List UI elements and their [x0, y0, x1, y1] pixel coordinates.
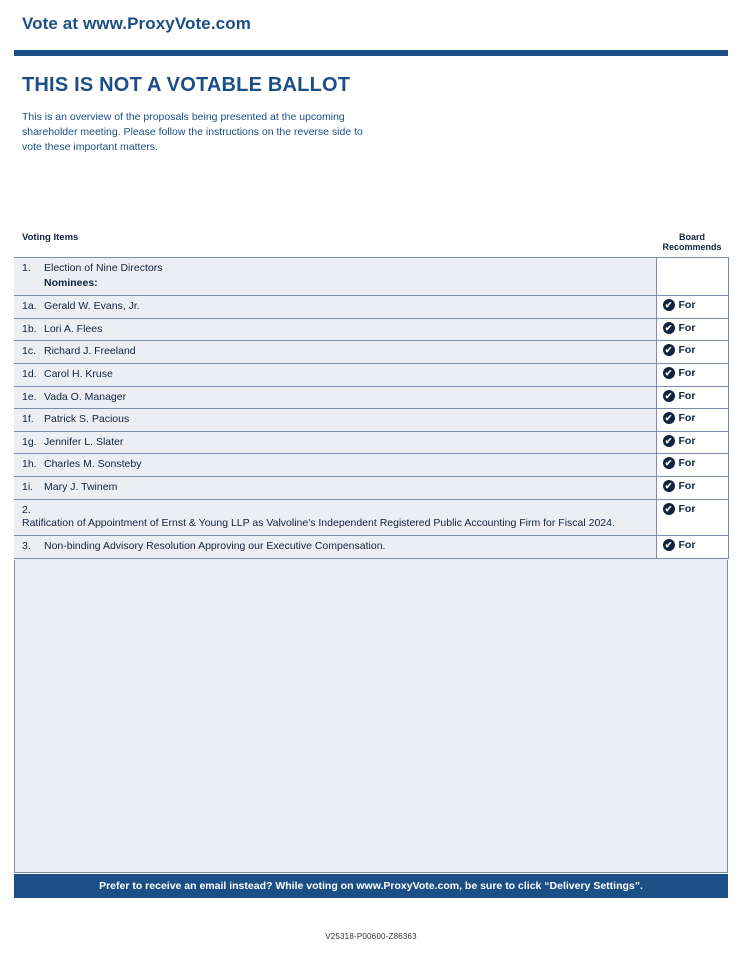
recommendation-cell — [656, 363, 728, 386]
item-number: 1h. — [22, 458, 37, 471]
item-number: 1a. — [22, 299, 37, 312]
item-text: Patrick S. Pacious — [44, 413, 130, 426]
check-icon: ✔ — [663, 390, 675, 402]
recommendation-label: For — [678, 389, 696, 402]
recommendation-label: For — [678, 412, 696, 425]
item-text: Mary J. Twinem — [44, 481, 118, 494]
table-row — [14, 409, 728, 432]
recommendation-cell — [656, 295, 728, 318]
item-number: 1b. — [22, 322, 37, 335]
column-header-board-recommends — [656, 232, 728, 257]
voting-items-table — [14, 232, 729, 581]
intro-block — [0, 56, 742, 156]
table-row — [14, 536, 728, 559]
table-row — [14, 431, 728, 454]
footer-text: Prefer to receive an email instead? While voting on www.ProxyVote.com, be sure to click “Delivery Settings”. — [99, 880, 643, 892]
table-row — [14, 499, 728, 535]
recommendation-cell — [656, 477, 728, 500]
item-text: Richard J. Freeland — [44, 345, 136, 358]
table-row — [14, 386, 728, 409]
table-header-row — [14, 232, 728, 257]
item-number: 1e. — [22, 390, 37, 403]
check-icon: ✔ — [663, 435, 675, 447]
page-title: THIS IS NOT A VOTABLE BALLOT — [22, 74, 351, 96]
recommendation-cell — [656, 454, 728, 477]
recommendation-cell-empty — [656, 257, 728, 295]
voting-item-cell — [14, 499, 656, 535]
voting-items-table-wrap — [14, 232, 728, 581]
check-icon: ✔ — [663, 322, 675, 334]
item-number: 2. — [22, 503, 31, 516]
voting-item-cell — [14, 318, 656, 341]
item-text: Ratification of Appointment of Ernst & Young LLP as Valvoline's Independent Registered Public Accounting Firm for Fiscal 2024. — [22, 517, 615, 530]
recommendation-cell — [656, 431, 728, 454]
item-number: 3. — [22, 540, 31, 553]
item-text: Election of Nine Directors — [44, 261, 163, 274]
recommendation-label: For — [678, 480, 696, 493]
recommendation-label: For — [678, 366, 696, 379]
recommendation-label: For — [678, 298, 696, 311]
blank-body-area — [14, 560, 728, 873]
recommendation-cell — [656, 536, 728, 559]
voting-item-cell — [14, 386, 656, 409]
column-header-voting-items: Voting Items — [14, 232, 656, 257]
item-text: Vada O. Manager — [44, 390, 127, 403]
voting-item-cell — [14, 409, 656, 432]
check-icon: ✔ — [663, 367, 675, 379]
recommendation-label: For — [678, 321, 696, 334]
recommendation-label: For — [678, 502, 696, 515]
item-number: 1i. — [22, 481, 34, 494]
recommendation-label: For — [678, 434, 696, 447]
check-icon: ✔ — [663, 503, 675, 515]
table-row — [14, 257, 728, 295]
voting-item-cell — [14, 363, 656, 386]
item-number: 1g. — [22, 435, 37, 448]
voting-item-cell — [14, 431, 656, 454]
board-recommends-line1: Board — [678, 232, 705, 242]
table-row — [14, 363, 728, 386]
voting-item-cell — [14, 454, 656, 477]
item-number: 1. — [22, 261, 31, 274]
item-text: Carol H. Kruse — [44, 367, 113, 380]
nominees-label: Nominees: — [44, 277, 98, 290]
recommendation-label: For — [678, 539, 696, 552]
recommendation-cell — [656, 409, 728, 432]
item-number: 1c. — [22, 345, 37, 358]
recommendation-cell — [656, 499, 728, 535]
table-row — [14, 454, 728, 477]
item-text: Charles M. Sonsteby — [44, 458, 142, 471]
recommendation-cell — [656, 341, 728, 364]
page-header — [0, 0, 742, 44]
recommendation-cell — [656, 318, 728, 341]
check-icon: ✔ — [663, 412, 675, 424]
board-recommends-line2: Recommends — [662, 242, 722, 253]
item-text: Gerald W. Evans, Jr. — [44, 299, 140, 312]
header-title: Vote at www.ProxyVote.com — [22, 14, 251, 33]
check-icon: ✔ — [663, 539, 675, 551]
check-icon: ✔ — [663, 480, 675, 492]
intro-text: This is an overview of the proposals being presented at the upcoming shareholder meeting. Please follow the instructions on the reverse side to vote these important matters. — [22, 111, 363, 154]
item-text: Jennifer L. Slater — [44, 435, 124, 448]
recommendation-label: For — [678, 344, 696, 357]
item-number: 1d. — [22, 367, 37, 380]
recommendation-label: For — [678, 457, 696, 470]
voting-item-cell — [14, 257, 656, 295]
item-text: Non-binding Advisory Resolution Approving our Executive Compensation. — [44, 540, 386, 553]
check-icon: ✔ — [663, 299, 675, 311]
check-icon: ✔ — [663, 344, 675, 356]
voting-item-cell — [14, 536, 656, 559]
check-icon: ✔ — [663, 457, 675, 469]
table-row — [14, 295, 728, 318]
voting-item-cell — [14, 341, 656, 364]
document-code: V25318-P00600-Z86363 — [325, 932, 417, 941]
table-row — [14, 341, 728, 364]
voting-item-cell — [14, 295, 656, 318]
recommendation-cell — [656, 386, 728, 409]
table-row — [14, 477, 728, 500]
footer-banner — [14, 874, 728, 898]
table-row — [14, 318, 728, 341]
item-number: 1f. — [22, 413, 34, 426]
voting-item-cell — [14, 477, 656, 500]
item-text: Lori A. Flees — [44, 322, 103, 335]
